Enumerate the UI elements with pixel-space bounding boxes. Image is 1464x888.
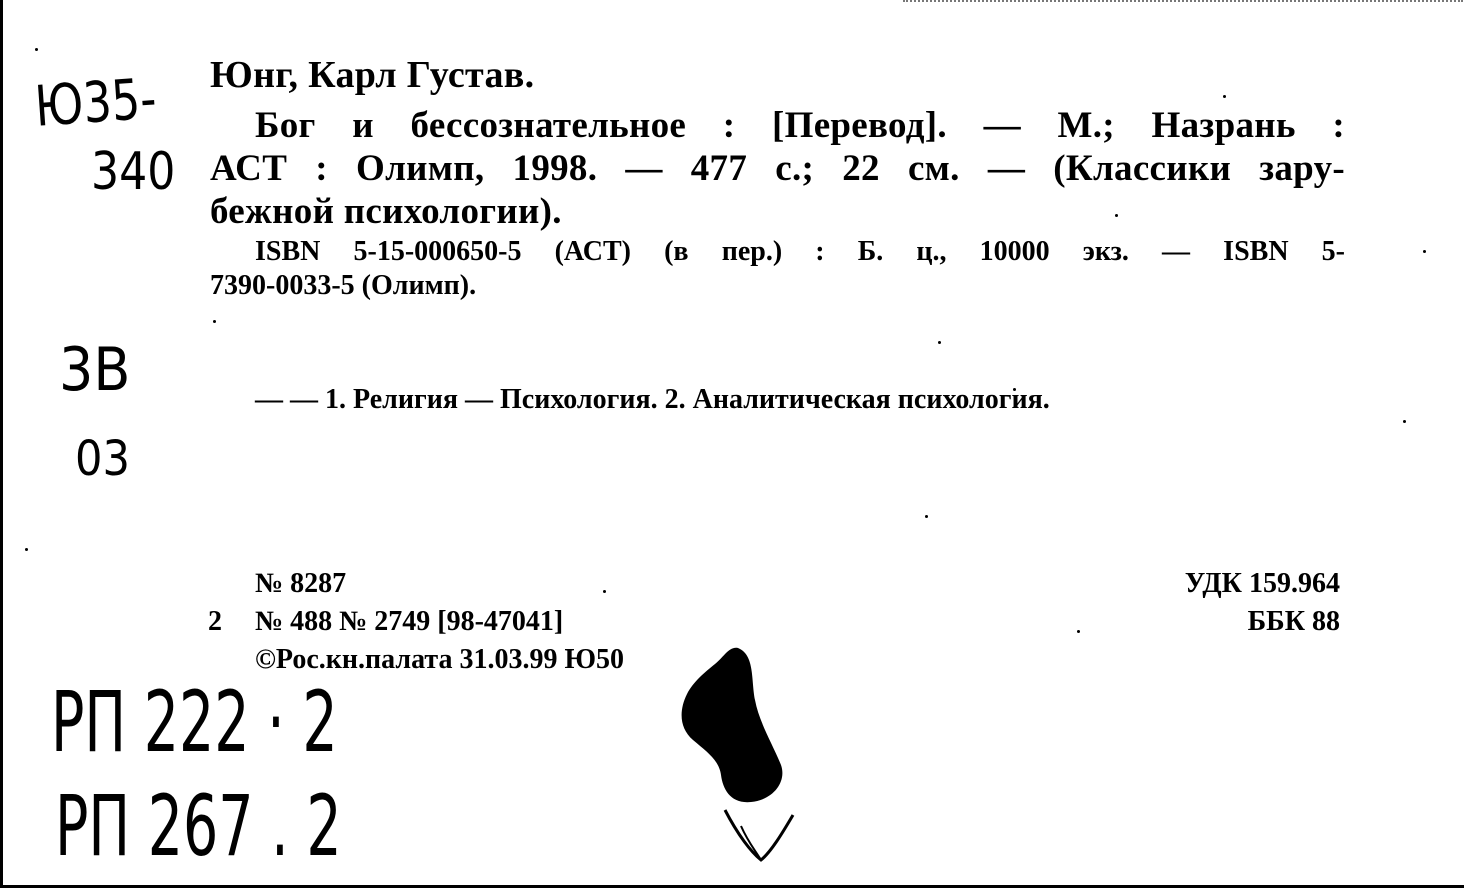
card-count-prefix: 2 [208,606,222,637]
udk-code: УДК 159.964 [1184,568,1340,599]
bbk-code: ББК 88 [1247,606,1340,637]
handwritten-shelf-mark-1: РП 222 · 2 [51,673,338,771]
handwritten-code-line2: 340 [91,142,176,202]
title-line-2: АСТ : Олимп, 1998. — 477 с.; 22 см. — (Классики зару- [210,148,1345,189]
author-heading: Юнг, Карл Густав. [210,54,535,96]
subject-headings: — — 1. Религия — Психология. 2. Аналитическая психология. [255,384,1050,415]
registration-numbers: № 488 № 2749 [98-47041] [255,606,564,637]
handwritten-mark-line2: 03 [75,431,130,487]
ink-blot-shape [682,648,783,802]
isbn-line-1: ISBN 5-15-000650-5 (АСТ) (в пер.) : Б. ц., 10000 экз. — ISBN 5- [255,236,1345,267]
card-number: № 8287 [255,568,347,599]
handwritten-shelf-mark-2: РП 267 . 2 [55,777,342,875]
handwritten-code-line1: Ю35- [32,66,159,140]
isbn-line-2: 7390-0033-5 (Олимп). [210,270,477,301]
ink-blot-tail [725,810,793,860]
copyright-line: ©Рос.кн.палата 31.03.99 Ю50 [255,644,625,675]
title-line-3: бежной психологии). [210,191,562,232]
handwritten-mark-line1: 3В [59,335,131,405]
ink-blot [3,0,1464,888]
title-line-1: Бог и бессознательное : [Перевод]. — М.; Назрань : [255,105,1345,146]
